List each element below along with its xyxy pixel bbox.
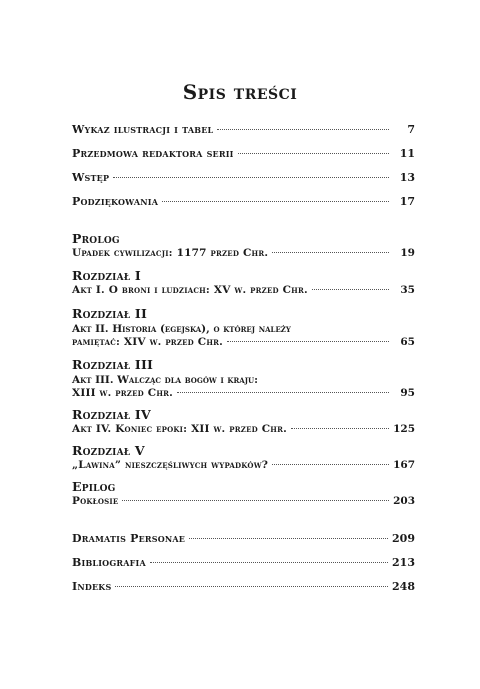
toc-entry-label-line1: Akt II. Historia (egejska), o której należy bbox=[72, 323, 291, 335]
section-heading: Rozdział II bbox=[72, 306, 148, 321]
toc-entry-label-line1: Akt III. Walcząc dla bogów i kraju: bbox=[72, 374, 258, 386]
toc-entry-label: Wykaz ilustracji i tabel bbox=[72, 123, 214, 136]
toc-entry-page: 95 bbox=[400, 387, 415, 399]
section-heading: Rozdział III bbox=[72, 357, 154, 372]
toc-entry-preface[interactable] bbox=[72, 147, 415, 165]
dot-leader bbox=[272, 463, 389, 465]
dot-leader bbox=[150, 561, 388, 563]
toc-entry-page: 11 bbox=[399, 147, 415, 160]
section-heading: Rozdział V bbox=[72, 443, 145, 458]
toc-entry-page: 125 bbox=[393, 423, 415, 435]
toc-entry-label: Bibliografia bbox=[72, 556, 146, 569]
section-heading: Prolog bbox=[72, 231, 120, 246]
toc-entry-label: Pokłosie bbox=[72, 495, 119, 507]
toc-section-chapter-4[interactable] bbox=[72, 407, 415, 441]
toc-entry-label: Akt I. O broni i ludziach: XV w. przed Chr. bbox=[72, 284, 308, 296]
toc-entry-page: 167 bbox=[393, 459, 415, 471]
toc-entry-label: XIII w. przed Chr. bbox=[72, 387, 174, 399]
dot-leader bbox=[227, 340, 389, 342]
toc-section-prolog[interactable] bbox=[72, 231, 415, 265]
toc-entry-page: 65 bbox=[400, 336, 415, 348]
dot-leader bbox=[217, 128, 389, 130]
toc-entry-introduction[interactable] bbox=[72, 171, 415, 189]
toc-entry-label: Upadek cywilizacji: 1177 przed Chr. bbox=[72, 247, 269, 259]
toc-section-chapter-2[interactable] bbox=[72, 306, 415, 354]
toc-section-chapter-5[interactable] bbox=[72, 443, 415, 477]
dot-leader bbox=[189, 537, 388, 539]
toc-entry-bibliography[interactable] bbox=[72, 556, 415, 574]
dot-leader bbox=[312, 288, 389, 290]
dot-leader bbox=[177, 391, 389, 393]
toc-entry-page: 19 bbox=[400, 247, 415, 259]
toc-entry-label: Indeks bbox=[72, 580, 112, 593]
dot-leader bbox=[122, 499, 389, 501]
toc-entry-label: „Lawina” nieszczęśliwych wypadków? bbox=[72, 459, 269, 471]
toc-entry-index[interactable] bbox=[72, 580, 415, 598]
toc-section-epilog[interactable] bbox=[72, 479, 415, 513]
toc-section-chapter-3[interactable] bbox=[72, 357, 415, 405]
toc-entry-dramatis-personae[interactable] bbox=[72, 532, 415, 550]
toc-entry-page: 248 bbox=[392, 580, 415, 593]
dot-leader bbox=[291, 427, 389, 429]
toc-entry-label: Dramatis Personae bbox=[72, 532, 186, 545]
section-heading: Rozdział IV bbox=[72, 407, 151, 422]
toc-entry-page: 203 bbox=[393, 495, 415, 507]
dot-leader bbox=[272, 251, 389, 253]
toc-entry-label: Akt IV. Koniec epoki: XII w. przed Chr. bbox=[72, 423, 287, 435]
page-title: Spis treści bbox=[182, 80, 298, 104]
toc-entry-label: Podziękowania bbox=[72, 195, 159, 208]
section-heading: Epilog bbox=[72, 479, 116, 494]
toc-entry-label: Przedmowa redaktora serii bbox=[72, 147, 234, 160]
toc-section-chapter-1[interactable] bbox=[72, 268, 415, 302]
toc-entry-page: 209 bbox=[392, 532, 415, 545]
dot-leader bbox=[113, 176, 389, 178]
toc-entry-acknowledgements[interactable] bbox=[72, 195, 415, 213]
toc-entry-page: 213 bbox=[392, 556, 415, 569]
toc-entry-label: pamiętać: XIV w. przed Chr. bbox=[72, 336, 224, 348]
toc-entry-page: 35 bbox=[400, 284, 415, 296]
section-heading: Rozdział I bbox=[72, 268, 141, 283]
dot-leader bbox=[115, 585, 388, 587]
dot-leader bbox=[238, 152, 389, 154]
toc-entry-page: 7 bbox=[407, 123, 415, 136]
toc-entry-illustrations[interactable] bbox=[72, 123, 415, 141]
dot-leader bbox=[162, 200, 389, 202]
toc-entry-page: 13 bbox=[399, 171, 415, 184]
toc-entry-label: Wstęp bbox=[72, 171, 110, 184]
toc-entry-page: 17 bbox=[399, 195, 415, 208]
